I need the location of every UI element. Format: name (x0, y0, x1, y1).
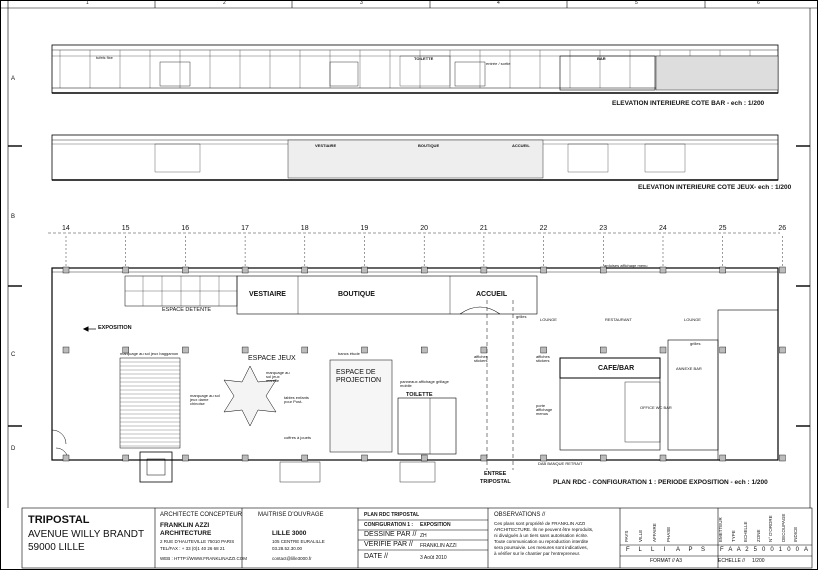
left-grid-label: A (11, 76, 16, 82)
tb-moa-addr: 105 CENTRE EURALILLE (272, 539, 325, 544)
code-letter: A (728, 547, 733, 553)
code-letter: 2 (745, 547, 749, 553)
elev-jeux-title: ELEVATION INTERIEURE COTE JEUX- ech : 1/200 (638, 184, 792, 191)
elev-bar-entree: entrée / sortie (486, 61, 511, 66)
axis-number: 23 (599, 225, 608, 232)
code-letter: L (651, 547, 655, 553)
axis-number: 20 (420, 225, 428, 232)
axis-number: 17 (241, 225, 249, 232)
axis-number: 25 (718, 225, 727, 232)
axis-number: 15 (121, 225, 130, 232)
structural-column (302, 347, 308, 353)
note-marquage-3: marquage au sol jeux marelle (266, 370, 290, 383)
note-porte: porte affichage menus (536, 403, 553, 416)
note-marquage-1: marquage au sol jeux baggamon (120, 351, 179, 356)
room-cafe-bar: CAFE/BAR (598, 365, 635, 372)
elev-bar-title: ELEVATION INTERIEURE COTE BAR - ech : 1/200 (612, 100, 765, 107)
structural-column (421, 267, 427, 273)
tb-address-2: 59000 LILLE (28, 542, 85, 553)
structural-column (242, 455, 248, 461)
code-letter: 0 (795, 547, 799, 553)
room-accueil: ACCUEIL (476, 291, 508, 298)
room-entree-2: TRIPOSTAL (480, 479, 511, 485)
structural-column (63, 347, 69, 353)
tb-architect-tel: TEL/FAX : + 33 (0)1 40 26 68 21 (160, 546, 225, 551)
top-grid-label: 2 (223, 0, 226, 6)
code-letter: S (701, 547, 706, 553)
note-tables: tables enfants pour Post- (284, 395, 309, 404)
note-marquage-2: marquage au sol jeux dame chinoise (190, 393, 220, 406)
structural-column (660, 347, 666, 353)
tb-moa-tel: 03.28.52.30.00 (272, 546, 303, 551)
top-grid-label: 4 (497, 0, 500, 6)
tb-date-label: DATE // (364, 553, 388, 560)
tb-architect-web: WEB : HTTP://WWW.FRANKLINAZZI.COM (160, 556, 247, 561)
plan-title: PLAN RDC - CONFIGURATION 1 : PERIODE EXPOSITION - ech : 1/200 (553, 479, 768, 486)
structural-column (362, 455, 368, 461)
code-letter: P (688, 547, 693, 553)
right-grid-ticks (796, 146, 810, 426)
tb-moa-mail: contact@lille3000.fr (272, 556, 312, 561)
room-toilette: TOILETTE (406, 392, 433, 398)
code-header: DECOUPAGE (780, 513, 786, 542)
code-letter: F (720, 547, 724, 553)
structural-column (481, 267, 487, 273)
code-letter: L (638, 547, 642, 553)
tb-echelle-value: 1/200 (752, 558, 765, 564)
structural-column (600, 455, 606, 461)
top-grid-label: 5 (635, 0, 638, 6)
structural-column (123, 267, 129, 273)
structural-column (779, 455, 785, 461)
note-office: OFFICE WC BAR (640, 405, 672, 410)
code-letter: A (676, 547, 681, 553)
structural-column (123, 455, 129, 461)
code-letter: A (736, 547, 741, 553)
observation-line: à vérifier sur le chantier par l'entrepreneur. (494, 551, 581, 556)
note-affiches-2: affiches stickers (536, 354, 550, 363)
room-espace-projection-1: ESPACE DE (336, 369, 376, 376)
structural-column (182, 347, 188, 353)
code-header: INDICE (793, 526, 798, 542)
code-letter: F (626, 547, 630, 553)
note-grilles-2: grilles (690, 341, 701, 346)
code-header: TYPE (730, 530, 736, 542)
structural-column (242, 347, 248, 353)
ground-floor-plan (48, 233, 785, 482)
observation-line: ARCHITECTURE. Ils ne peuvent être reproduits, (494, 527, 594, 532)
code-letter: 1 (778, 547, 783, 553)
top-grid-label: 6 (757, 0, 760, 6)
elev-jeux-vestiaire: VESTIAIRE (315, 143, 337, 148)
structural-column (779, 347, 785, 353)
structural-column (182, 267, 188, 273)
structural-column (362, 347, 368, 353)
top-grid-label: 3 (360, 0, 363, 6)
room-exposition: EXPOSITION (98, 325, 132, 331)
room-espace-detente: ESPACE DETENTE (162, 307, 212, 313)
axis-number: 26 (778, 225, 787, 232)
structural-column (600, 347, 606, 353)
structural-column (481, 347, 487, 353)
top-grid-ticks (155, 0, 705, 8)
tb-config-value: EXPOSITION (420, 522, 451, 528)
tb-plan-label: PLAN RDC TRIPOSTAL (364, 512, 420, 518)
code-letter: A (804, 547, 809, 553)
tb-date-value: 3 Août 2010 (420, 555, 447, 561)
room-espace-jeux: ESPACE JEUX (248, 355, 296, 362)
tb-architect-name-2: ARCHITECTURE (160, 530, 212, 537)
tb-config-label: CONFIGURATION 1 : (364, 522, 414, 528)
code-letter: 0 (787, 547, 791, 553)
elev-bar-bar: BAR (597, 56, 606, 61)
code-header: N° D'ORDRE (768, 515, 773, 542)
tb-dessine-label: DESSINE PAR // (364, 531, 417, 538)
structural-column (63, 267, 69, 273)
structural-column (362, 267, 368, 273)
observation-line: Ces plans sont propriété de FRANKLIN AZZI (494, 521, 586, 526)
tb-format: FORMAT // A3 (650, 558, 683, 564)
room-entree-1: ENTREE (484, 471, 507, 477)
room-espace-projection-2: PROJECTION (336, 377, 382, 384)
code-letter: 5 (753, 547, 757, 553)
structural-column (541, 267, 547, 273)
observation-line: sera poursuivie. Les mesures sont indicatives, (494, 545, 588, 550)
tb-architect-addr: 2 RUE D'HAUTEVILLE 75010 PARIS (160, 539, 235, 544)
observation-line: Toute communication ou reproduction interdite (494, 539, 589, 544)
structural-column (720, 347, 726, 353)
code-letter: 0 (770, 547, 774, 553)
structural-column (421, 347, 427, 353)
structural-column (660, 267, 666, 273)
left-grid-label: C (11, 352, 16, 358)
code-letter: 0 (762, 547, 766, 553)
note-bancs: bancs étude (338, 351, 360, 356)
structural-column (660, 455, 666, 461)
axis-number: 22 (539, 225, 548, 232)
structural-column (302, 267, 308, 273)
note-lounge-1: LOUNGE (540, 317, 557, 322)
structural-column (481, 455, 487, 461)
code-header: EMETTEUR (718, 517, 723, 542)
tb-observations-heading: OBSERVATIONS // (494, 512, 546, 518)
tb-verifie-label: VERIFIE PAR // (364, 541, 413, 548)
room-boutique: BOUTIQUE (338, 291, 375, 298)
elev-bar-tuflet: tufels fixe (96, 55, 113, 60)
tb-architect-heading: ARCHITECTE CONCEPTEUR (160, 512, 243, 518)
tb-project: TRIPOSTAL (28, 514, 90, 526)
note-coffres: coffres à jouets (284, 435, 312, 440)
elevation-jeux (52, 135, 778, 180)
left-grid-ticks (8, 146, 22, 426)
axis-number: 21 (479, 225, 488, 232)
structural-column (720, 455, 726, 461)
elevation-bar (52, 45, 778, 93)
elev-jeux-accueil: ACCUEIL (512, 143, 530, 148)
tb-architect-name-1: FRANKLIN AZZI (160, 522, 210, 529)
elev-bar-toilette: TOILETTE (414, 56, 434, 61)
room-vestiaire: VESTIAIRE (249, 291, 286, 298)
note-affichage-menu: ardoises affichage menu (604, 263, 648, 268)
structural-column (779, 267, 785, 273)
structural-column (541, 347, 547, 353)
note-panneaux: panneaux affichage grillage mobile (400, 379, 449, 388)
left-grid-label: B (11, 214, 16, 220)
top-grid-label: 1 (86, 0, 89, 6)
note-dab: DAB BANQUE RETRAIT (538, 461, 583, 466)
tb-dessine-value: ZH (420, 533, 427, 539)
code-header: AFFAIRE (652, 523, 657, 542)
tb-moa-heading: MAITRISE D'OUVRAGE (258, 512, 324, 518)
elev-jeux-boutique: BOUTIQUE (418, 143, 440, 148)
tb-observations-text (494, 521, 593, 557)
structural-column (421, 455, 427, 461)
tb-verifie-value: FRANKLIN AZZI (420, 543, 457, 549)
tb-echelle: ECHELLE // (718, 558, 745, 564)
observation-line: ni divulgués à un tiers sans autorisation écrite. (494, 533, 589, 538)
code-letter: I (663, 547, 666, 553)
code-header: PAYS (624, 530, 629, 542)
code-header: VILLE (638, 529, 643, 542)
structural-column (302, 455, 308, 461)
code-header: PHASE (666, 526, 671, 542)
axis-number: 18 (300, 225, 309, 232)
note-affiches-1: affiches stickers (474, 354, 488, 363)
note-lounge-2: LOUNGE (684, 317, 701, 322)
code-header: ZONE (755, 529, 761, 542)
axis-number: 14 (62, 225, 70, 232)
note-restaurant: RESTAURANT (605, 317, 632, 322)
axis-number: 19 (360, 225, 369, 232)
axis-number: 16 (181, 225, 190, 232)
left-grid-label: D (11, 446, 16, 452)
note-grilles-1: grilles (516, 314, 527, 319)
tb-address-1: AVENUE WILLY BRANDT (28, 529, 145, 540)
structural-column (242, 267, 248, 273)
structural-column (182, 455, 188, 461)
structural-column (63, 455, 69, 461)
structural-column (720, 267, 726, 273)
note-annexe-bar: ANNEXE BAR (676, 366, 702, 371)
axis-number: 24 (659, 225, 667, 232)
code-header: ECHELLE (743, 521, 748, 542)
tb-moa-name: LILLE 3000 (272, 530, 307, 537)
